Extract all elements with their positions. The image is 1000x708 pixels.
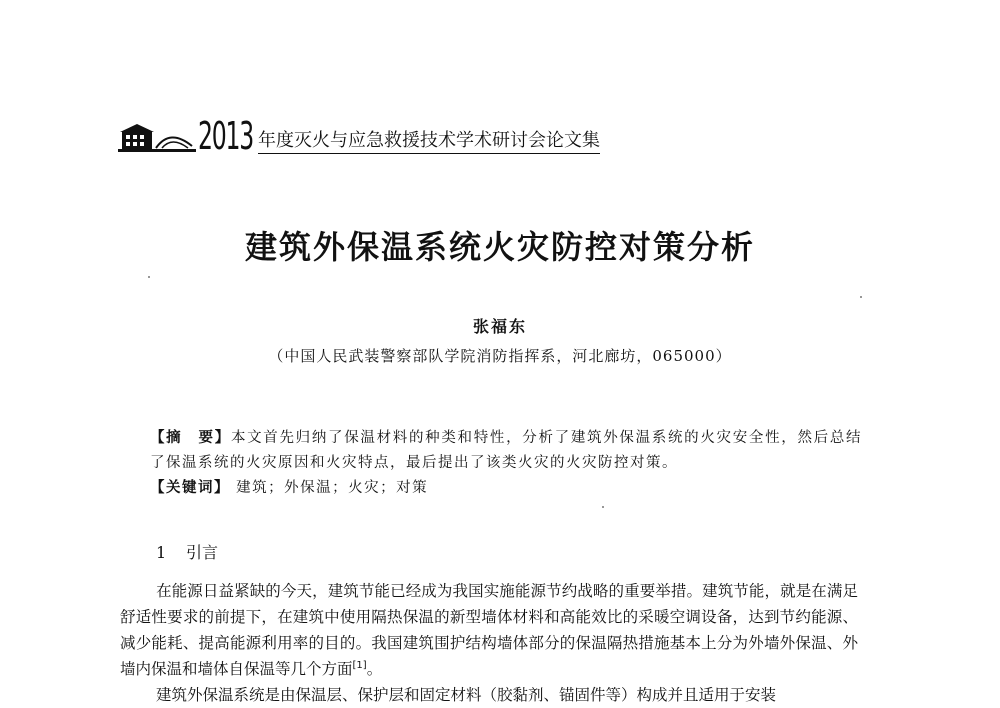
scan-speck [602, 506, 604, 508]
section-heading [156, 540, 218, 563]
citation-marker: [1] [352, 659, 367, 671]
keywords-label: 【关键词】 [150, 479, 230, 496]
paragraph-text: 在能源日益紧缺的今天，建筑节能已经成为我国实施能源节约战略的重要举措。建筑节能，就是在满足舒适性要求的前提下，在建筑中使用隔热保温的新型墙体材料和高能效比的采暖空调设备，达到节约能源、减少能耗、提高能源利用率的目的。我国建筑围护结构墙体部分的保温隔热措施基本上分为外墙外保温、外墙内保温和墙体自保温等几个方面 [120, 582, 858, 678]
body-paragraph-partial [120, 682, 858, 708]
abstract-text: 本文首先归纳了保温材料的种类和特性，分析了建筑外保温系统的火灾安全性，然后总结了保温系统的火灾原因和火灾特点，最后提出了该类火灾的火灾防控对策。 [150, 430, 863, 471]
abstract-label: 【摘 要】 [150, 429, 231, 446]
abstract [150, 425, 862, 476]
author-affiliation: （中国人民武装警察部队学院消防指挥系，河北廊坊，065000） [268, 347, 732, 365]
author-name: 张福东 [472, 317, 527, 336]
keywords [150, 475, 862, 501]
section-number: 1 [156, 543, 167, 562]
proceedings-year: 2013 [198, 114, 254, 158]
scan-speck [148, 276, 150, 278]
keywords-text: 建筑；外保温；火灾；对策 [236, 480, 429, 496]
section-title: 引言 [186, 543, 219, 562]
paragraph-end: 。 [366, 660, 383, 678]
building-skyline-icon [118, 122, 196, 154]
paragraph-text-partial: 建筑外保温系统是由保温层、保护层和固定材料（胶黏剂、锚固件等）构成并且适用于安装 [156, 686, 777, 704]
scan-speck [860, 296, 862, 298]
paper-title: 建筑外保温系统火灾防控对策分析 [244, 228, 755, 266]
body-paragraph [120, 578, 858, 682]
proceedings-title: 年度灭火与应急救援技术学术研讨会论文集 [258, 130, 600, 154]
running-header [118, 116, 638, 156]
